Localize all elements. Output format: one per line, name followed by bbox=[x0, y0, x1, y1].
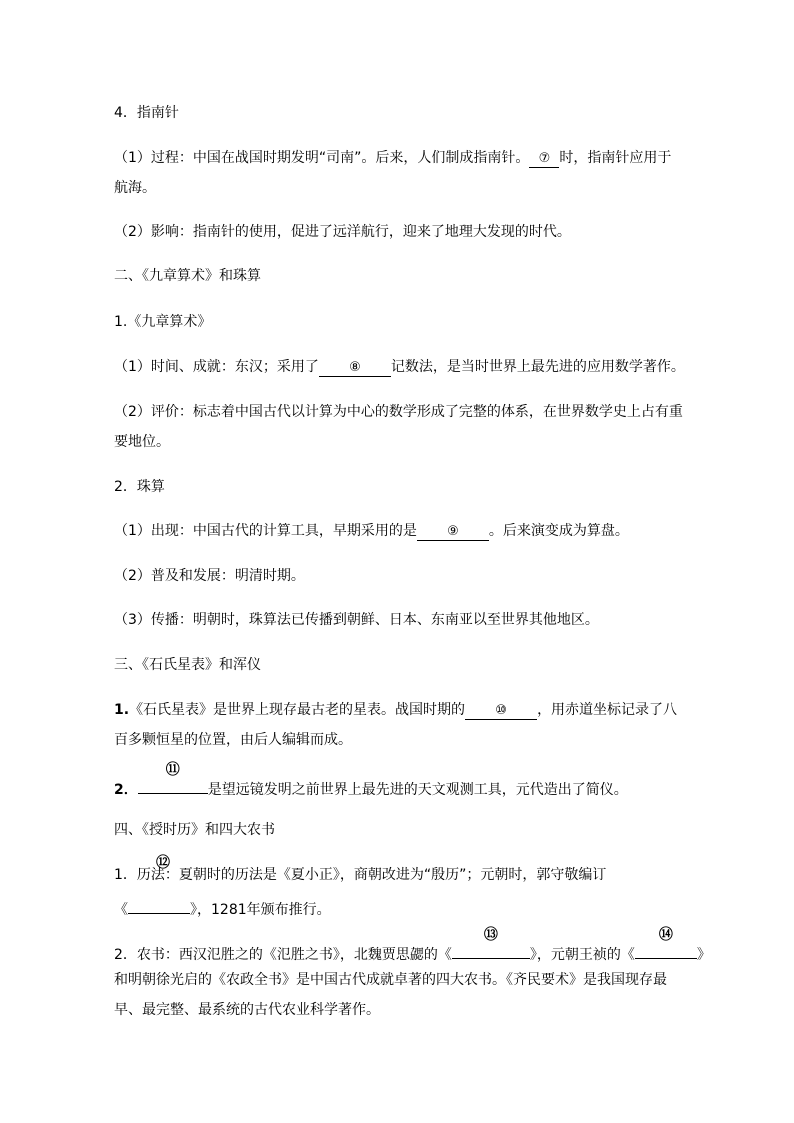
fill-blank-8[interactable] bbox=[319, 358, 391, 377]
text-segment: （1）出现：中国古代的计算工具，早期采用的是 bbox=[114, 523, 417, 539]
section-heading-jiuzhang bbox=[114, 266, 261, 286]
paragraph-calendar-cont bbox=[114, 895, 331, 920]
text-segment: 和明朝徐光启的《农政全书》是中国古代成就卓著的四大农书。《齐民要术》是我国现存最 bbox=[114, 972, 667, 988]
fill-blank-13[interactable] bbox=[452, 927, 530, 959]
paragraph-jiuzhang-achievement bbox=[114, 357, 685, 377]
text-segment: （2）普及和发展：明清时期。 bbox=[114, 568, 305, 584]
paragraph-abacus-origin bbox=[114, 521, 629, 541]
subheading-abacus bbox=[114, 477, 165, 497]
text-segment: 1．历法：夏朝时的历法是《夏小正》，商朝改进为“殷历”；元朝时，郭守敬编订 bbox=[114, 867, 607, 883]
text-segment: 》 bbox=[696, 947, 711, 963]
heading-text: 2．珠算 bbox=[114, 479, 165, 495]
paragraph-agriculture-books bbox=[114, 927, 711, 965]
text-segment: 要地位。 bbox=[114, 434, 170, 450]
paragraph-compass-impact bbox=[114, 222, 571, 242]
paragraph-compass-process bbox=[114, 148, 671, 168]
text-segment: 《 bbox=[114, 902, 128, 918]
blank-number: ⑪ bbox=[165, 762, 180, 778]
blank-number: ⑧ bbox=[349, 360, 361, 375]
paragraph-abacus-transmission bbox=[114, 610, 599, 630]
text-segment: 2．农书：西汉氾胜之的《氾胜之书》，北魏贾思勰的《 bbox=[114, 947, 452, 963]
blank-number: ⑨ bbox=[447, 524, 459, 539]
paragraph-jiuzhang-evaluation-cont bbox=[114, 432, 170, 452]
paragraph-compass-process-cont bbox=[114, 178, 156, 198]
text-segment: 早、最完整、最系统的古代农业科学著作。 bbox=[114, 1002, 380, 1018]
heading-text: 二、《九章算术》和珠算 bbox=[114, 268, 261, 284]
heading-text: 1.《九章算术》 bbox=[114, 314, 212, 330]
text-segment: 时，指南针应用于 bbox=[559, 150, 672, 166]
heading-text: 四、《授时历》和四大农书 bbox=[114, 822, 275, 838]
paragraph-jiuzhang-evaluation bbox=[114, 402, 683, 422]
text-segment: （2）评价：标志着中国古代以计算为中心的数学形成了完整的体系，在世界数学史上占有重 bbox=[114, 404, 683, 420]
item-number: 2． bbox=[114, 782, 138, 798]
item-number: 1. bbox=[114, 702, 130, 718]
fill-blank-12[interactable] bbox=[128, 895, 190, 914]
section-heading-astronomy bbox=[114, 655, 261, 675]
blank-number: ⑦ bbox=[538, 151, 551, 166]
paragraph-agriculture-books-cont bbox=[114, 970, 667, 990]
paragraph-abacus-spread bbox=[114, 566, 305, 586]
text-segment: 是望远镜发明之前世界上最先进的天文观测工具，元代造出了简仪。 bbox=[207, 782, 628, 798]
text-segment: （1）时间、成就：东汉；采用了 bbox=[114, 359, 319, 375]
text-segment: （1）过程：中国在战国时期发明“司南”。后来，人们制成指南针。 bbox=[114, 150, 530, 166]
text-segment: （3）传播：明朝时，珠算法已传播到朝鲜、日本、东南亚以至世界其他地区。 bbox=[114, 612, 599, 628]
text-segment: 《石氏星表》是世界上现存最古老的星表。战国时期的 bbox=[129, 702, 466, 718]
blank-number: ⑩ bbox=[495, 703, 507, 718]
paragraph-star-catalog bbox=[114, 700, 677, 720]
blank-number: ⑬ bbox=[483, 927, 498, 943]
paragraph-calendar bbox=[114, 865, 606, 885]
paragraph-agriculture-books-cont2 bbox=[114, 1000, 380, 1020]
fill-blank-10[interactable] bbox=[465, 701, 537, 720]
fill-blank-9[interactable] bbox=[417, 522, 489, 541]
text-segment: 。后来演变成为算盘。 bbox=[488, 523, 629, 539]
text-segment: 百多颗恒星的位置，由后人编辑而成。 bbox=[114, 732, 352, 748]
paragraph-star-catalog-cont bbox=[114, 730, 352, 750]
fill-blank-14[interactable] bbox=[635, 927, 697, 959]
section-heading-compass bbox=[114, 103, 179, 123]
text-segment: 》，1281年颁布推行。 bbox=[190, 902, 331, 918]
subheading-jiuzhang bbox=[114, 312, 211, 332]
text-segment: 航海。 bbox=[114, 180, 156, 196]
paragraph-armillary bbox=[114, 762, 628, 800]
blank-number: ⑭ bbox=[658, 927, 673, 943]
heading-text: 三、《石氏星表》和浑仪 bbox=[114, 657, 261, 673]
blank-marker-12: ⑫ bbox=[156, 855, 170, 871]
fill-blank-11[interactable] bbox=[138, 762, 208, 794]
text-segment: 》，元朝王祯的《 bbox=[529, 947, 635, 963]
text-segment: 记数法，是当时世界上最先进的应用数学著作。 bbox=[390, 359, 685, 375]
text-segment: ，用赤道坐标记录了八 bbox=[537, 702, 678, 718]
section-heading-calendar bbox=[114, 820, 275, 840]
heading-text: 4．指南针 bbox=[114, 105, 179, 121]
text-segment: （2）影响：指南针的使用，促进了远洋航行，迎来了地理大发现的时代。 bbox=[114, 224, 571, 240]
fill-blank-7[interactable] bbox=[529, 149, 559, 168]
